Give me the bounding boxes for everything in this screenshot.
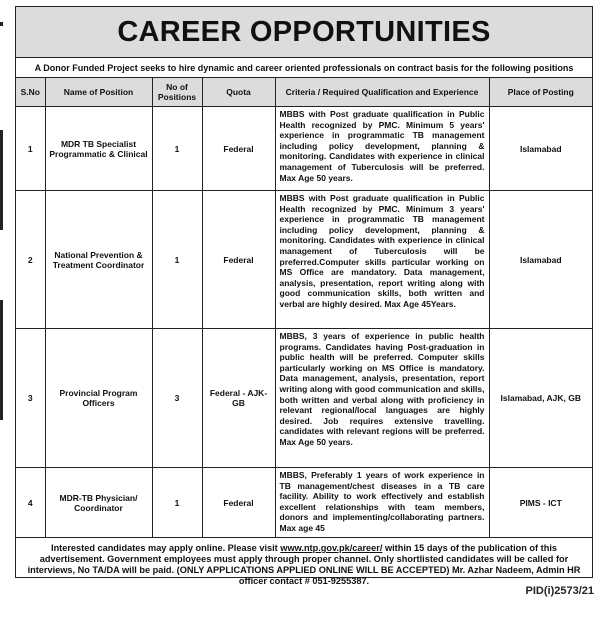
career-website-link[interactable]: www.ntp.gov.pk/career/ bbox=[280, 543, 383, 553]
row-sno: 3 bbox=[16, 329, 45, 468]
row-sno: 4 bbox=[16, 468, 45, 538]
row-count: 3 bbox=[152, 329, 202, 468]
header-position: Name of Position bbox=[45, 78, 152, 107]
row-quota: Federal - AJK-GB bbox=[202, 329, 275, 468]
row-quota: Federal bbox=[202, 107, 275, 191]
table-row bbox=[16, 107, 592, 191]
header-criteria: Criteria / Required Qualification and Experience bbox=[275, 78, 489, 107]
row-posting: PIMS - ICT bbox=[489, 468, 592, 538]
header-posting: Place of Posting bbox=[489, 78, 592, 107]
header-sno: S.No bbox=[16, 78, 45, 107]
row-position: MDR TB Specialist Programmatic & Clinical bbox=[45, 107, 152, 191]
row-quota: Federal bbox=[202, 191, 275, 329]
page-edge-mark-middle bbox=[0, 130, 3, 230]
career-advertisement bbox=[15, 6, 593, 586]
row-criteria: MBBS, 3 years of experience in public health programs. Candidates having Post-graduation in public health will be preferred. Computer skills particularly working on MS Office is mandatory. Data management, analysis, presentation, report writing along with good communication and skills, both written and verbal along with proficiency in relevant regional/local languages are highly desired. Job requires extensive travelling. candidates with relevant regions will be preferred. Max Age 50 years. bbox=[275, 329, 489, 468]
row-count: 1 bbox=[152, 107, 202, 191]
table-row bbox=[16, 329, 592, 468]
row-count: 1 bbox=[152, 468, 202, 538]
row-quota: Federal bbox=[202, 468, 275, 538]
row-sno: 1 bbox=[16, 107, 45, 191]
row-criteria: MBBS, Preferably 1 years of work experience in TB management/chest diseases in a TB care facility. Ability to work effectively and establish excellent relationships with team members, donors and implementing/collaborating partners. Max age 45 bbox=[275, 468, 489, 538]
publication-id: PID(i)2573/21 bbox=[525, 585, 594, 597]
ad-intro: A Donor Funded Project seeks to hire dynamic and career oriented professionals on contract basis for the following positions bbox=[16, 58, 592, 78]
row-position: National Prevention & Treatment Coordinator bbox=[45, 191, 152, 329]
application-instructions bbox=[16, 541, 592, 586]
header-quota: Quota bbox=[202, 78, 275, 107]
header-count: No of Positions bbox=[152, 78, 202, 107]
table-row bbox=[16, 468, 592, 538]
positions-table bbox=[16, 78, 592, 538]
table-row bbox=[16, 191, 592, 329]
row-posting: Islamabad bbox=[489, 107, 592, 191]
row-sno: 2 bbox=[16, 191, 45, 329]
row-position: MDR-TB Physician/ Coordinator bbox=[45, 468, 152, 538]
ad-title: CAREER OPPORTUNITIES bbox=[16, 7, 592, 58]
footer-text-start: Interested candidates may apply online. Please visit bbox=[51, 543, 281, 553]
row-criteria: MBBS with Post graduate qualification in Public Health recognized by PMC. Minimum 5 years' experience in programmatic TB management including policy development, planning & monitoring. Candidates with experience in clinical management of Tuberculosis will be preferred. Max Age 50 years. bbox=[275, 107, 489, 191]
page-edge-mark-top bbox=[0, 22, 3, 26]
row-position: Provincial Program Officers bbox=[45, 329, 152, 468]
page-edge-mark-bottom bbox=[0, 300, 3, 420]
row-count: 1 bbox=[152, 191, 202, 329]
row-criteria: MBBS with Post graduate qualification in Public Health recognized by PMC. Minimum 3 years' experience in programmatic TB management including policy development, planning & monitoring. Candidates with experience in clinical management of Tuberculosis will be preferred.Computer skills particular working on MS Office are mandatory. Data management, analysis, presentation, report writing along with good communication skills, both written and verbal are highly desired. Max Age 45Years. bbox=[275, 191, 489, 329]
table-header-row bbox=[16, 78, 592, 107]
row-posting: Islamabad bbox=[489, 191, 592, 329]
row-posting: Islamabad, AJK, GB bbox=[489, 329, 592, 468]
footer-text-end: within 15 days of the publication of this advertisement. Government employees must apply through proper channel. Only shortlisted candidates will be called for interviews, No TA/DA will be paid. (ONLY APPLICATIONS APPLIED ONLINE WILL BE ACCEPTED) Mr. Azhar Nadeem, Admin HR officer contact # 051-9255387. bbox=[27, 543, 581, 586]
